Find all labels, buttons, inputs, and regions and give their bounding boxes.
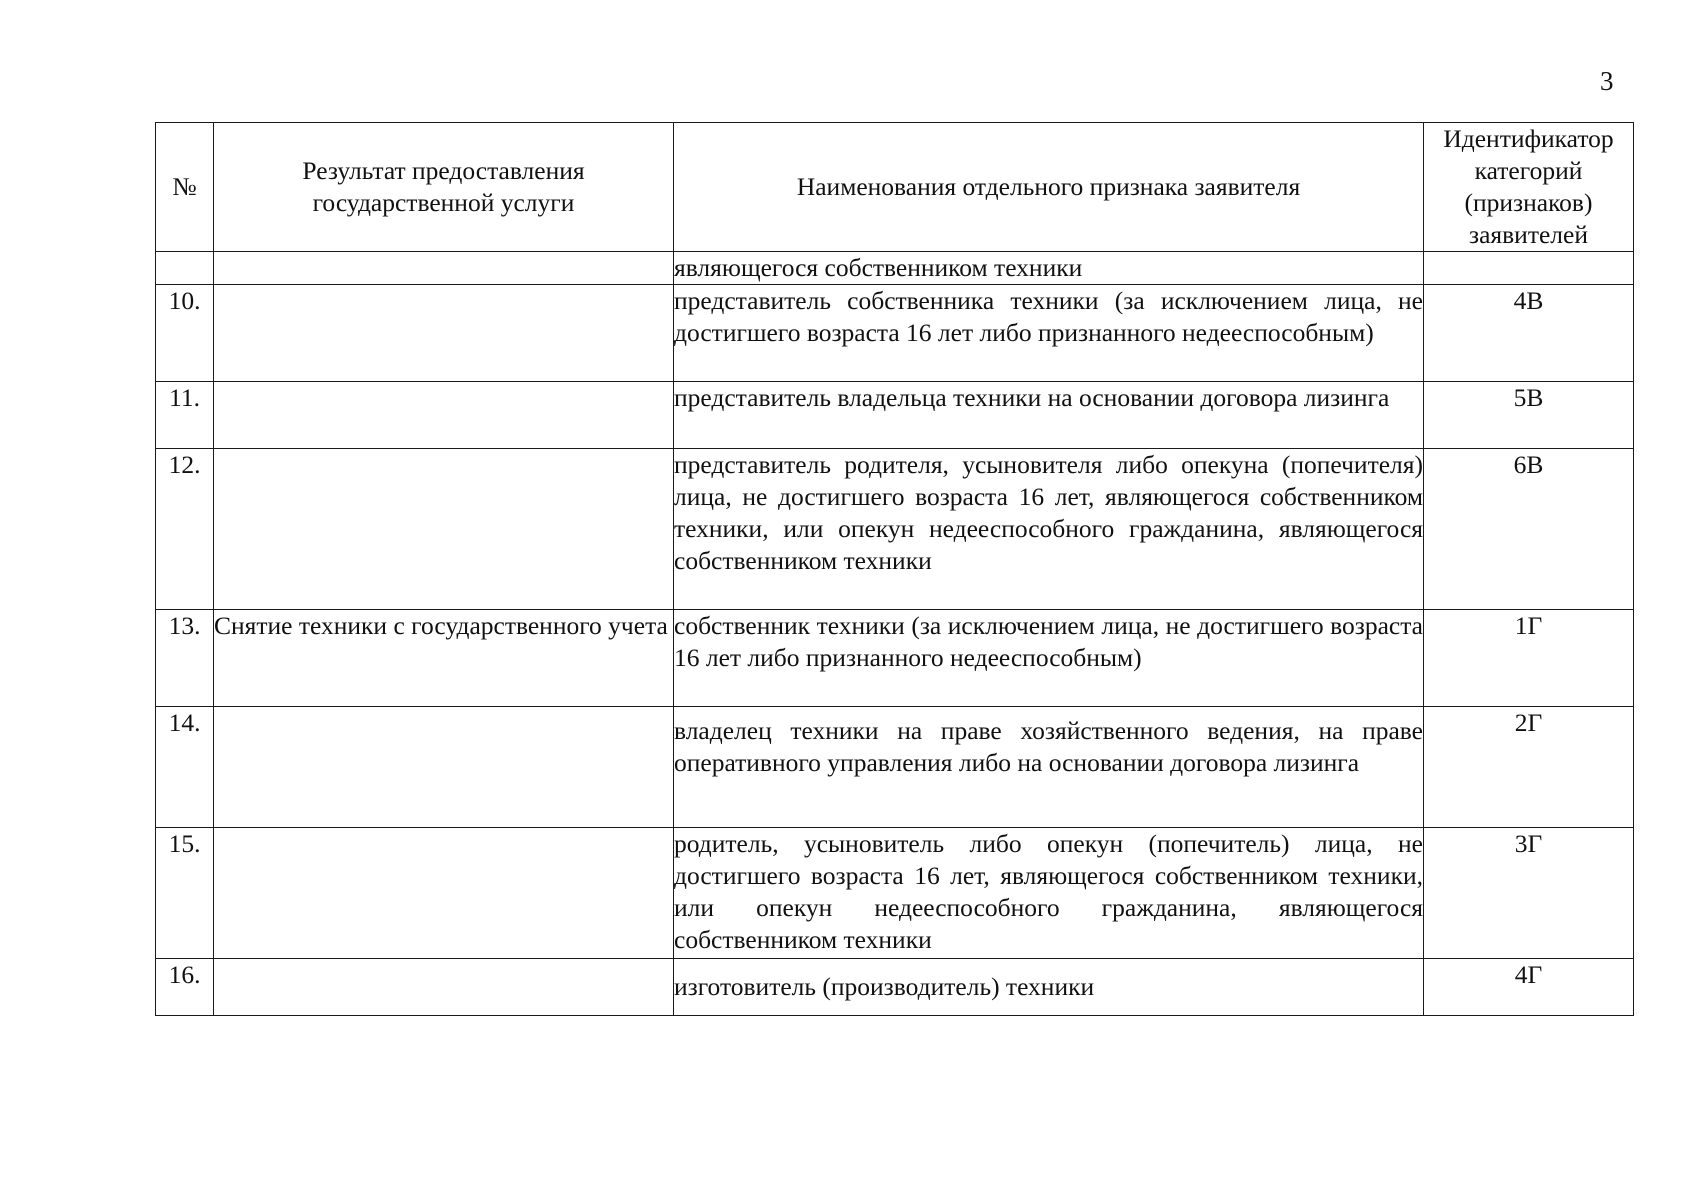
row-result <box>214 382 674 449</box>
page-number: 3 <box>1600 66 1614 96</box>
row-number: 16. <box>156 959 214 1016</box>
row-result <box>214 252 674 285</box>
row-number: 10. <box>156 285 214 382</box>
row-number: 11. <box>156 382 214 449</box>
row-identifier: 6В <box>1424 449 1634 610</box>
row-number: 12. <box>156 449 214 610</box>
header-identifier: Идентификатор категорий (признаков) заявителей <box>1424 123 1634 252</box>
row-result <box>214 828 674 959</box>
row-identifier: 4Г <box>1424 959 1634 1016</box>
row-attribute: представитель родителя, усыновителя либо опекуна (попечителя) лица, не достигшего возраста 16 лет, являющегося собственником техники, или опекун недееспособного гражданина, являющегося собственником техники <box>674 449 1424 610</box>
row-attribute: представитель собственника техники (за исключением лица, не достигшего возраста 16 лет либо признанного недееспособным) <box>674 285 1424 382</box>
row-number <box>156 252 214 285</box>
table-row <box>156 707 1634 828</box>
row-result <box>214 449 674 610</box>
row-result <box>214 959 674 1016</box>
row-result: Снятие техники с государственного учета <box>214 610 674 707</box>
row-identifier: 3Г <box>1424 828 1634 959</box>
table-row <box>156 610 1634 707</box>
row-number: 13. <box>156 610 214 707</box>
row-number: 15. <box>156 828 214 959</box>
row-attribute: изготовитель (производитель) техники <box>674 959 1424 1016</box>
table-header-row <box>156 123 1634 252</box>
row-attribute: являющегося собственником техники <box>674 252 1424 285</box>
row-attribute: родитель, усыновитель либо опекун (попечитель) лица, не достигшего возраста 16 лет, являющегося собственником техники, или опекун недееспособного гражданина, являющегося собственником техники <box>674 828 1424 959</box>
table-row <box>156 449 1634 610</box>
row-identifier <box>1424 252 1634 285</box>
row-attribute: собственник техники (за исключением лица, не достигшего возраста 16 лет либо признанного недееспособным) <box>674 610 1424 707</box>
table-row <box>156 382 1634 449</box>
header-number: № <box>156 123 214 252</box>
row-attribute: владелец техники на праве хозяйственного ведения, на праве оперативного управления либо на основании договора лизинга <box>674 707 1424 828</box>
table-row <box>156 252 1634 285</box>
row-attribute: представитель владельца техники на основании договора лизинга <box>674 382 1424 449</box>
row-identifier: 1Г <box>1424 610 1634 707</box>
row-result <box>214 285 674 382</box>
applicant-categories-table <box>155 122 1634 1016</box>
table-row <box>156 285 1634 382</box>
row-number: 14. <box>156 707 214 828</box>
table-row <box>156 959 1634 1016</box>
row-identifier: 4В <box>1424 285 1634 382</box>
header-attribute: Наименования отдельного признака заявителя <box>674 123 1424 252</box>
row-identifier: 2Г <box>1424 707 1634 828</box>
header-result: Результат предоставления государственной услуги <box>214 123 674 252</box>
table-row <box>156 828 1634 959</box>
row-identifier: 5В <box>1424 382 1634 449</box>
row-result <box>214 707 674 828</box>
